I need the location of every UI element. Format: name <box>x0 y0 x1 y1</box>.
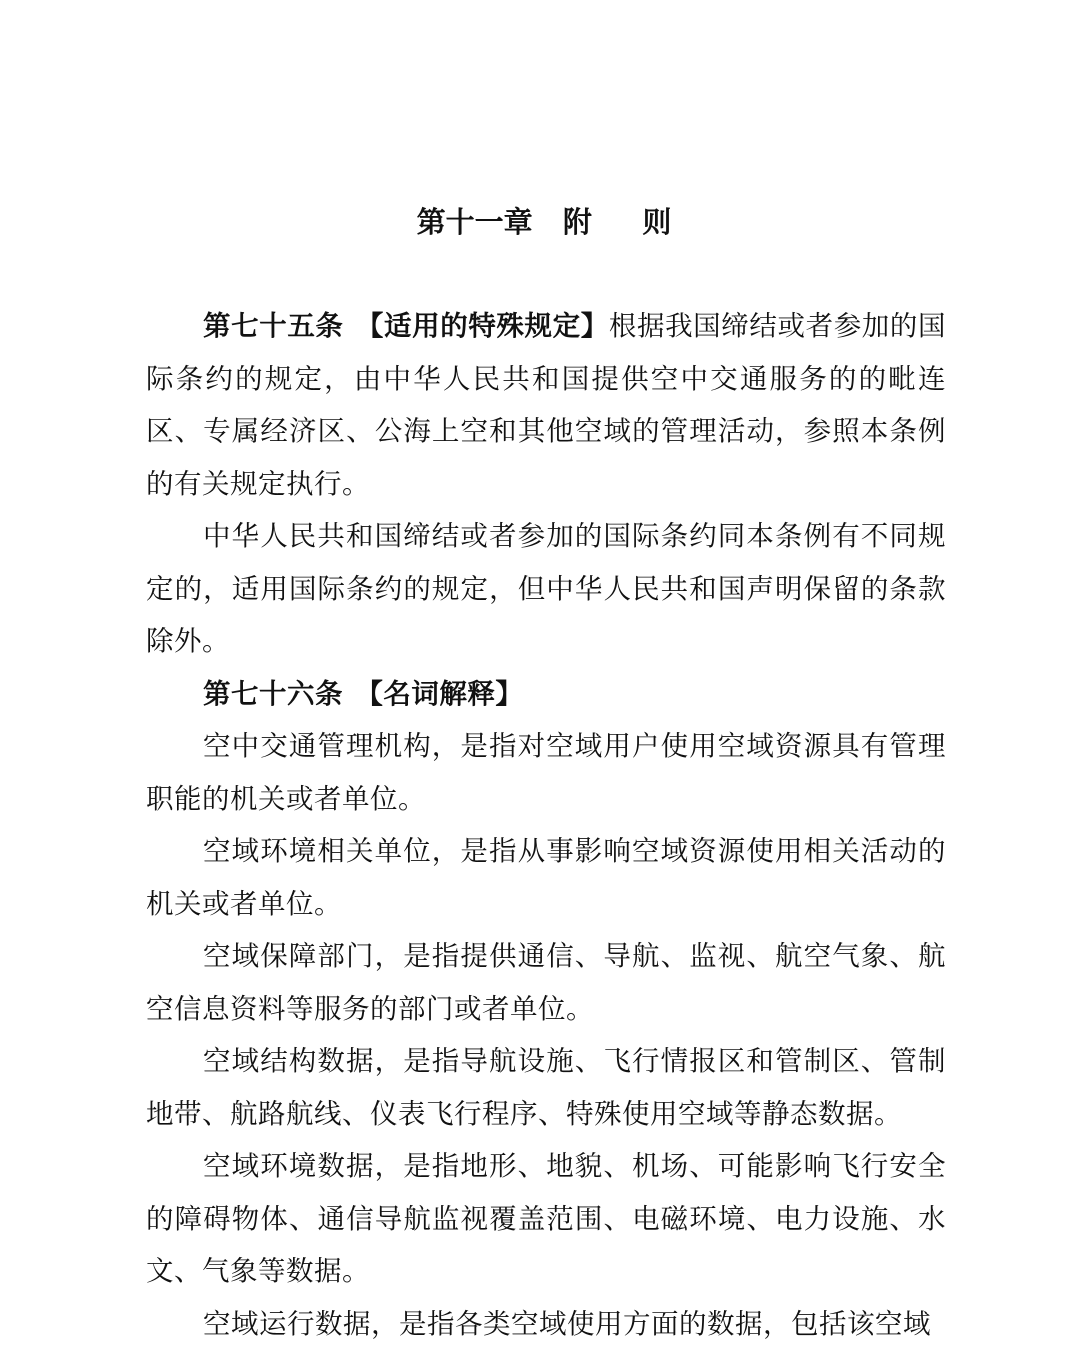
article-75-number: 第七十五条 <box>203 310 344 342</box>
definition-airspace-support-departments: 空域保障部门，是指提供通信、导航、监视、航空气象、航空信息资料等服务的部门或者单位。 <box>146 940 946 1025</box>
article-75-heading-paragraph <box>146 300 946 510</box>
definition-airspace-structure-data: 空域结构数据，是指导航设施、飞行情报区和管制区、管制地带、航路航线、仪表飞行程序、特殊使用空域等静态数据。 <box>146 1045 946 1130</box>
article-75-text: 根据我国缔结或者参加的国际条约的规定，由中华人民共和国提供空中交通服务的的毗连区、专属经济区、公海上空和其他空域的管理活动，参照本条例的有关规定执行。 <box>146 310 947 500</box>
article-75-title: 【适用的特殊规定】 <box>355 310 609 342</box>
document-body <box>146 300 946 1350</box>
chapter-title: 第十一章 附 则 <box>416 205 672 239</box>
definition-atm-agency: 空中交通管理机构，是指对空域用户使用空域资源具有管理职能的机关或者单位。 <box>146 730 946 815</box>
definition-airspace-operation-data: 空域运行数据，是指各类空域使用方面的数据，包括该空域 <box>203 1307 931 1340</box>
article-75-paragraph-2: 中华人民共和国缔结或者参加的国际条约同本条例有不同规定的，适用国际条约的规定，但中华人民共和国声明保留的条款除外。 <box>146 520 946 657</box>
article-76-number: 第七十六条 <box>203 677 343 710</box>
definition-airspace-environment-data: 空域环境数据，是指地形、地貌、机场、可能影响飞行安全的障碍物体、通信导航监视覆盖范围、电磁环境、电力设施、水文、气象等数据。 <box>146 1150 946 1287</box>
definition-airspace-environment-units: 空域环境相关单位，是指从事影响空域资源使用相关活动的机关或者单位。 <box>146 835 946 920</box>
article-76-heading-paragraph <box>146 668 946 721</box>
article-76-title: 【名词解释】 <box>355 677 524 710</box>
